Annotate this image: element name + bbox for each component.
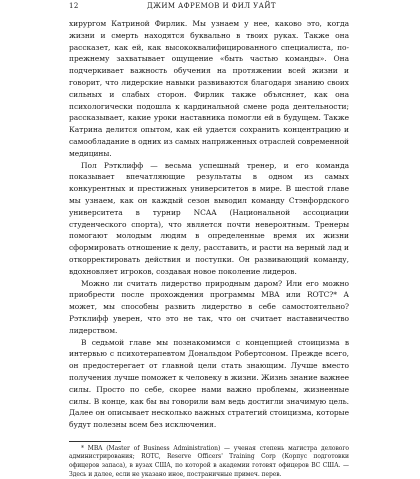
page-number: 12 <box>69 2 79 10</box>
running-title: ДЖИМ АФРЕМОВ И ФИЛ УАЙТ <box>147 2 276 10</box>
paragraph: Пол Рэтклифф — весьма успешный тренер, и его команда показывает впечатляющие результаты в одном из самых конкурентных и престижных университетов в мире. В шестой главе мы узнаем, как он каждый сезон выводил команду Стэнфордского университета в турнир NCAA (Национальной ассоциации студенческого спорта), что является почти невероятным. Тренеры помогают молодым людям в определенные время их жизни сформировать отношение к делу, расставить, и расти на верный лад и откорректировать действия и поступки. Он развивающий команду, вдохновляет игроков, создавая новое поколение лидеров. <box>69 160 349 276</box>
paragraph: Можно ли считать лидерство природным даром? Или его можно приобрести после прохождения программы MBA или ROTC?* А может, мы способны развить лидерство в себе самостоятельно? Рэтклифф уверен, что это не так, что он считает наставничество лидерством. <box>69 278 349 335</box>
footnotes <box>69 445 349 479</box>
main-text <box>69 18 349 431</box>
footnote: * MBA (Master of Business Administration) — ученая степень магистра делового администрирования; ROTC, Reserve Officers' Training Corp (Корпус подготовки офицеров запаса), в вузах США, по которой в академии готовят офицеров ВС США. — Здесь и далее, если не указано иное, постраничные примеч. перев. <box>69 444 349 478</box>
footnote-divider <box>69 441 121 442</box>
paragraph: хирургом Катриной Фирлик. Мы узнаем у нее, каково это, когда жизни и смерть находятся буквально в твоих руках. Также она рассказет, как ей, как высококвалифицированного специалиста, по-прежнему захватывает ощущение «быть частью команды». Она подчеркивает важность обучения на протяжении всей жизни и говорит, что лидерские навыки развиваются благодаря знанию своих сильных и слабых сторон. Фирлик также объясняет, как она психологически подошла к кардинальной смене рода деятельности; рассказывает, какие уроки наставника помогли ей в будущем. Также Катрина делится опытом, как ей удается сохранить концентрацию и самообладание в одних из самых напряженных отраслей современной медицины. <box>69 19 349 158</box>
running-header <box>69 2 349 14</box>
paragraph: В седьмой главе мы познакомимся с концепцией стоицизма в интервью с психотерапевтом Дональдом Робертсоном. Прежде всего, он предостерегает от главной цели стать знающим. Лучше вместо получения лучше поможет к человеку в жизни. Жизнь знание важнее силы. Просто по себе, скорее нами важно проблемы, жизненные силы. В конце, как бы вы говорили вам ведь достигли значимую цель. Далее он описывает несколько важных стратегий стоицизма, которые будут полезны всем без исключения. <box>69 337 349 430</box>
